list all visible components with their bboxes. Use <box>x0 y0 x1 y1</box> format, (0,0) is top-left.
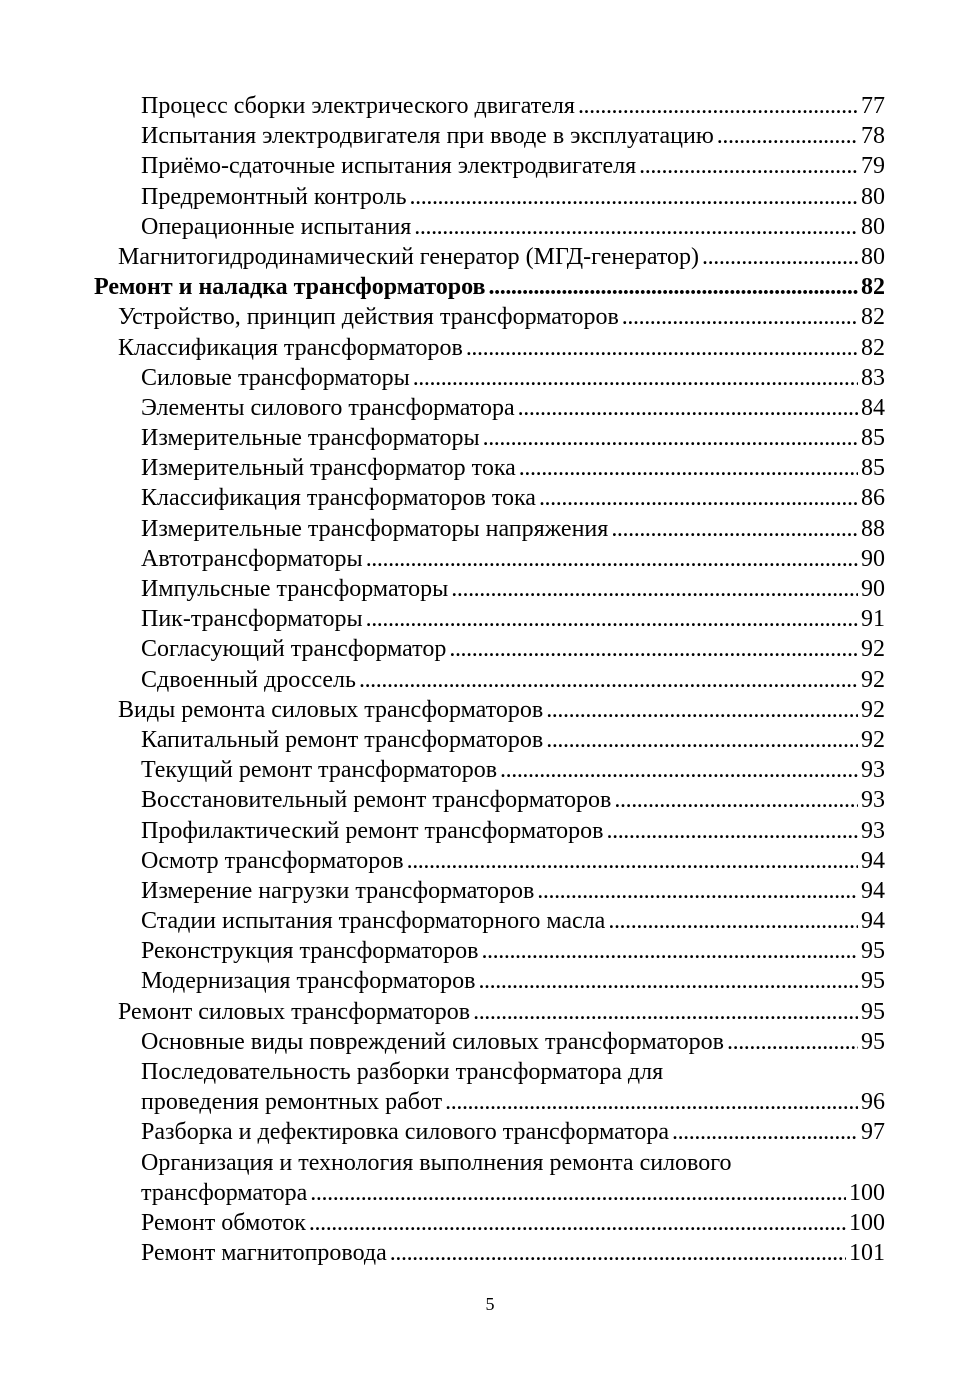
toc-entry[interactable] <box>0 1238 980 1268</box>
toc-entry-title: Силовые трансформаторы <box>141 364 410 391</box>
dot-leader <box>537 876 858 906</box>
toc-entry[interactable] <box>0 936 980 966</box>
toc-entry-page: 93 <box>861 757 885 784</box>
dot-leader <box>478 966 858 996</box>
toc-entry-page: 92 <box>861 696 885 723</box>
toc-entry-page: 80 <box>861 213 885 240</box>
toc-entry[interactable] <box>0 514 980 544</box>
toc-entry-title: Разборка и дефектировка силового трансформатора <box>141 1119 669 1146</box>
toc-entry-page: 86 <box>861 485 885 512</box>
toc-entry-page: 80 <box>861 243 885 270</box>
toc-entry-title: Профилактический ремонт трансформаторов <box>141 817 604 844</box>
dot-leader <box>407 846 858 876</box>
toc-entry-title: Текущий ремонт трансформаторов <box>141 757 498 784</box>
toc-entry-page: 80 <box>861 183 885 210</box>
toc-entry-title: Операционные испытания <box>141 213 412 240</box>
toc-entry-title: Автотрансформаторы <box>141 545 363 572</box>
toc-entry[interactable] <box>0 121 980 151</box>
toc-entry-title: Устройство, принцип действия трансформаторов <box>118 304 619 331</box>
toc-entry[interactable] <box>0 1208 980 1238</box>
toc-entry[interactable] <box>0 966 980 996</box>
toc-entry-title: Осмотр трансформаторов <box>141 847 404 874</box>
dot-leader <box>518 393 858 423</box>
toc-entry-title: Классификация трансформаторов тока <box>141 485 536 512</box>
toc-entry-title: Стадии испытания трансформаторного масла <box>141 908 606 935</box>
toc-entry-page: 94 <box>861 908 885 935</box>
toc-chapter-page: 82 <box>861 274 885 301</box>
toc-entry[interactable] <box>0 755 980 785</box>
dot-leader <box>481 936 858 966</box>
toc-entry-page: 100 <box>849 1179 885 1206</box>
dot-leader <box>539 483 858 513</box>
toc-entry[interactable] <box>0 423 980 453</box>
dot-leader <box>413 363 858 393</box>
toc-entry[interactable] <box>0 876 980 906</box>
toc-entry[interactable] <box>0 242 980 272</box>
dot-leader <box>727 1027 858 1057</box>
dot-leader <box>359 665 858 695</box>
toc-entry-page: 78 <box>861 123 885 150</box>
toc-entry[interactable] <box>0 906 980 936</box>
dot-leader <box>611 514 858 544</box>
toc-entry-page: 85 <box>861 455 885 482</box>
dot-leader <box>309 1208 846 1238</box>
toc-entry-page: 88 <box>861 515 885 542</box>
toc-entry-page: 82 <box>861 334 885 361</box>
toc-entry[interactable] <box>0 1087 980 1117</box>
dot-leader <box>445 1087 858 1117</box>
toc-entry-page: 93 <box>861 817 885 844</box>
toc-entry[interactable] <box>0 1117 980 1147</box>
toc-entry-page: 92 <box>861 636 885 663</box>
toc-entry[interactable] <box>0 634 980 664</box>
toc-entry[interactable] <box>0 393 980 423</box>
toc-chapter[interactable] <box>0 272 980 302</box>
toc-entry-title: Испытания электродвигателя при вводе в эксплуатацию <box>141 123 714 150</box>
toc-entry-page: 94 <box>861 877 885 904</box>
dot-leader <box>546 695 858 725</box>
toc-entry-page: 77 <box>861 93 885 119</box>
toc-entry-page: 95 <box>861 938 885 965</box>
dot-leader <box>366 544 858 574</box>
dot-leader <box>614 785 858 815</box>
toc-entry[interactable] <box>0 333 980 363</box>
dot-leader <box>390 1238 846 1268</box>
toc-entry-title: Измерительные трансформаторы напряжения <box>141 515 609 542</box>
toc-entry-title: Капитальный ремонт трансформаторов <box>141 726 544 753</box>
toc-entry-title: Реконструкция трансформаторов <box>141 938 479 965</box>
toc-entry[interactable] <box>0 182 980 212</box>
dot-leader <box>500 755 858 785</box>
dot-leader <box>672 1117 858 1147</box>
toc-entry-title: Измерительные трансформаторы <box>141 425 480 452</box>
toc-entry-title: Организация и технология выполнения ремонта силового <box>141 1149 732 1176</box>
toc-entry-page: 93 <box>861 787 885 814</box>
dot-leader <box>622 302 858 332</box>
dot-leader <box>310 1178 846 1208</box>
dot-leader <box>608 906 858 936</box>
toc-entry-page: 82 <box>861 304 885 331</box>
toc-entry-title: Измерительный трансформатор тока <box>141 455 516 482</box>
toc-entry-first-line[interactable] <box>0 1148 980 1178</box>
toc-entry[interactable] <box>0 604 980 634</box>
table-of-contents <box>0 91 980 1268</box>
toc-entry-page: 100 <box>849 1209 885 1236</box>
dot-leader <box>578 91 858 121</box>
page-number: 5 <box>485 1294 495 1314</box>
toc-entry-title: Виды ремонта силовых трансформаторов <box>118 696 544 723</box>
toc-entry[interactable] <box>0 816 980 846</box>
toc-entry-title-continued: трансформатора <box>141 1179 308 1206</box>
toc-entry-title-continued: проведения ремонтных работ <box>141 1089 443 1116</box>
toc-entry[interactable] <box>0 212 980 242</box>
toc-entry[interactable] <box>0 846 980 876</box>
toc-entry-page: 97 <box>861 1119 885 1146</box>
dot-leader <box>546 725 858 755</box>
toc-entry-title: Последовательность разборки трансформатора для <box>141 1059 664 1085</box>
toc-entry-title: Ремонт магнитопровода <box>141 1240 387 1267</box>
toc-entry-title: Приёмо-сдаточные испытания электродвигателя <box>141 153 637 180</box>
toc-entry-page: 101 <box>849 1240 885 1267</box>
toc-entry[interactable] <box>0 1027 980 1057</box>
toc-entry-title: Согласующий трансформатор <box>141 636 447 663</box>
toc-chapter-title: Ремонт и наладка трансформаторов <box>94 274 486 301</box>
dot-leader <box>451 574 858 604</box>
dot-leader <box>639 151 858 181</box>
dot-leader <box>489 272 858 302</box>
toc-entry[interactable] <box>0 363 980 393</box>
toc-entry-page: 95 <box>861 968 885 995</box>
toc-entry-page: 90 <box>861 545 885 572</box>
dot-leader <box>702 242 858 272</box>
dot-leader <box>466 333 858 363</box>
toc-entry-page: 96 <box>861 1089 885 1116</box>
dot-leader <box>473 997 858 1027</box>
toc-entry-page: 91 <box>861 606 885 633</box>
toc-entry-title: Магнитогидродинамический генератор (МГД-генератор) <box>118 243 700 270</box>
toc-entry-title: Предремонтный контроль <box>141 183 407 210</box>
toc-entry-first-line[interactable] <box>0 1057 980 1087</box>
toc-entry-title: Классификация трансформаторов <box>118 334 463 361</box>
toc-entry[interactable] <box>0 695 980 725</box>
toc-entry-title: Ремонт обмоток <box>141 1209 306 1236</box>
toc-entry[interactable] <box>0 785 980 815</box>
toc-entry[interactable] <box>0 725 980 755</box>
toc-entry-title: Пик-трансформаторы <box>141 606 363 633</box>
toc-entry[interactable] <box>0 574 980 604</box>
toc-entry-title: Процесс сборки электрического двигателя <box>141 93 575 119</box>
toc-entry[interactable] <box>0 665 980 695</box>
toc-entry-title: Основные виды повреждений силовых трансформаторов <box>141 1028 724 1055</box>
dot-leader <box>483 423 858 453</box>
toc-entry-title: Сдвоенный дроссель <box>141 666 356 693</box>
toc-entry-page: 90 <box>861 576 885 602</box>
dot-leader <box>414 212 858 242</box>
toc-entry[interactable] <box>0 483 980 513</box>
toc-entry[interactable] <box>0 453 980 483</box>
toc-entry[interactable] <box>0 1178 980 1208</box>
toc-entry-title: Элементы силового трансформатора <box>141 394 515 421</box>
dot-leader <box>607 816 859 846</box>
toc-entry-page: 85 <box>861 425 885 452</box>
dot-leader <box>366 604 858 634</box>
toc-entry[interactable] <box>0 302 980 332</box>
toc-entry-title: Модернизация трансформаторов <box>141 968 476 995</box>
toc-entry-page: 83 <box>861 364 885 391</box>
toc-entry[interactable] <box>0 544 980 574</box>
toc-entry-page: 95 <box>861 998 885 1025</box>
toc-entry-page: 79 <box>861 153 885 180</box>
toc-entry-page: 92 <box>861 726 885 753</box>
dot-leader <box>717 121 858 151</box>
toc-entry-title: Измерение нагрузки трансформаторов <box>141 877 535 904</box>
toc-entry-page: 94 <box>861 847 885 874</box>
toc-entry-page: 92 <box>861 666 885 693</box>
toc-entry-page: 95 <box>861 1028 885 1055</box>
toc-entry[interactable] <box>0 91 980 121</box>
toc-entry[interactable] <box>0 151 980 181</box>
toc-entry-title: Ремонт силовых трансформаторов <box>118 998 471 1025</box>
dot-leader <box>410 182 858 212</box>
dot-leader <box>449 634 858 664</box>
toc-entry-title: Восстановительный ремонт трансформаторов <box>141 787 612 814</box>
toc-entry-title: Импульсные трансформаторы <box>141 576 449 602</box>
toc-entry[interactable] <box>0 997 980 1027</box>
dot-leader <box>519 453 858 483</box>
toc-entry-page: 84 <box>861 394 885 421</box>
